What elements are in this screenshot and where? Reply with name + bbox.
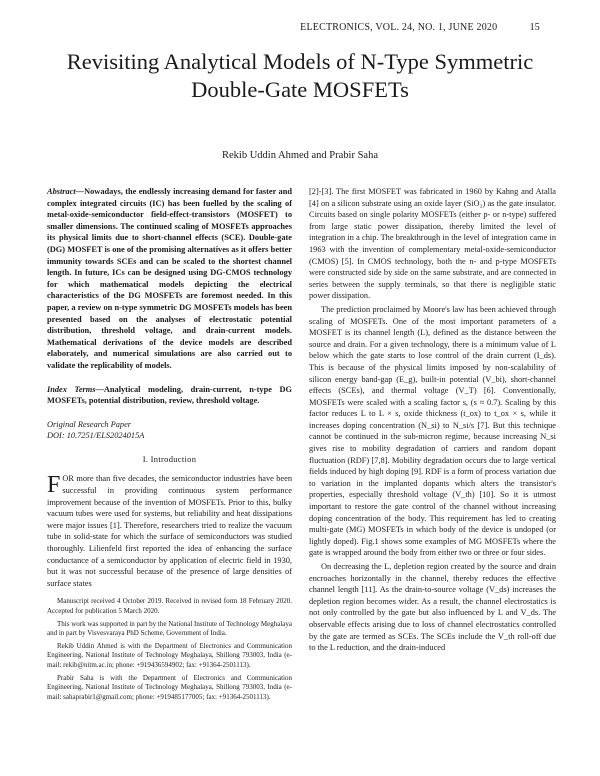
abstract-text: Nowadays, the endlessly increasing demand for faster and complex integrated circuits (IC) has been fuelled by the scaling of metal-oxide-semiconductor field-effect-transistors (MOSFET) to smaller dimensions. The continued scaling of MOSFETs approaches its physical limits due to short-channel effects (SCE). Double-gate (DG) MOSFET is one of the promising alternatives as it offers better immunity towards SCEs and can be scaled to the shortest channel length. In future, ICs can be designed using DG-CMOS technology for which mathematical models depicting the electrical characteristics of the DG MOSFETs are foremost needed. In this paper, a review on n-type symmetric DG MOSFETs models has been presented based on the analyses of electrostatic potential distribution, threshold voltage, and drain-current models. Mathematical derivations of the device models are described elaborately, and numerical simulations are also carried out to validate the replicability of models. bbox=[47, 187, 292, 370]
abstract-label: Abstract— bbox=[47, 187, 85, 196]
authors: Rekib Uddin Ahmed and Prabir Saha bbox=[221, 150, 379, 161]
footnote: This work was supported in part by the National Institute of Technology Meghalaya and in part by Visvesvaraya PhD Scheme, Government of India. bbox=[47, 619, 292, 638]
body-paragraph: [2]-[3]. The first MOSFET was fabricated in 1960 by Kahng and Atalla [4] on a silicon substrate using an oxide layer (SiO₂) as the gate insulator. Circuits based on single polarity MOSFETs (either p- or n-type) suffered from large static power dissipation, thereby limited the level of integration in a chip. The breakthrough in the level of integration came in 1963 with the invention of complementary metal-oxide-semiconductor (CMOS) [5]. In CMOS technology, both the n- and p-type MOSFETs were constructed side by side on the same substrate, and are connected in series between the supply terminals, so that there is negligible static power dissipation. bbox=[309, 187, 556, 301]
paper-title: Revisiting Analytical Models of N-Type Symmetric Double-Gate MOSFETs bbox=[66, 49, 534, 102]
footnote: Prabir Saha is with the Department of Electronics and Communication Engineering, National Institute of Technology Meghalaya, Shillong 793003, India (e-mail: sahaprabir1@gmail.com; phone: +919485177005; fax: +91364-2501113). bbox=[47, 673, 292, 701]
footnotes bbox=[47, 597, 292, 702]
intro-paragraph bbox=[47, 473, 292, 589]
index-terms-text: —Analytical modeling, drain-current, n-type DG MOSFETs, potential distribution, review, threshold voltage. bbox=[47, 384, 292, 406]
body-paragraph: The prediction proclaimed by Moore's law has been achieved through scaling of MOSFETs. One of the most important parameters of a MOSFET is its channel length (L), defined as the distance between the source and drain. For a given technology, there is a minimum value of L below which the gate starts to lose control of the drain current (I_ds). This is because of the physical limits imposed by non-scalability of silicon energy band-gap (E_g), built-in potential (V_bi), short-channel effects (SCEs), and thermal voltage (V_T) [6]. Conventionally, MOSFETs were scaled with a scaling factor s, (s ≈ 0.7). Scaling by this factor reduces L to L × s, oxide thickness (t_ox) to t_ox × s, while it increases doping concentration (N_si) to N_si/s [7]. But this technique cannot be continued in the sub-micron regime, because increasing N_si gives rise to mobility degradation of carriers and random dopant fluctuation (RDF) [7,8]. Mobility degradation occurs due to large vertical fields induced by high doping [9]. RDF is a form of process variation due to variation in the implanted dopants which alters the transistor's properties, especially threshold voltage (V_th) [10]. So it is utmost important to restore the gate control of the channel without increasing doping concentration of the body. This requirement has led to creating multi-gate (MG) MOSFETs in which body of the device is undoped (or lightly doped). Fig.1 shows some examples of MG MOSFETs where the gate is wrapped around the body from either two or three or four sides. bbox=[309, 304, 556, 558]
paper-meta bbox=[47, 419, 292, 442]
body-paragraph: On decreasing the L, depletion region created by the source and drain encroaches horizontally in the channel, thereby reduces the effective channel length [11]. As the drain-to-source voltage (V_ds) increases the depletion region becomes wider. As a result, the channel electrostatics is not only controlled by the gate but also influenced by L and V_ds. The observable effects arising due to loss of channel electrostatics controlled by the gate are termed as SCEs. The SCEs include the V_th roll-off due to the L reduction, and the drain-induced bbox=[309, 562, 556, 653]
doi: DOI: 10.7251/ELS2024015A bbox=[47, 431, 145, 441]
journal-info: ELECTRONICS, VOL. 24, NO. 1, JUNE 2020 bbox=[300, 22, 498, 33]
abstract bbox=[47, 186, 292, 372]
page-number: 15 bbox=[529, 22, 540, 33]
section-heading: I. Introduction bbox=[142, 453, 197, 464]
footnote: Manuscript received 4 October 2019. Received in revised form 18 February 2020. Accepted for publication 5 March 2020. bbox=[47, 597, 292, 615]
footnote: Rekib Uddin Ahmed is with the Department of Electronics and Communication Engineering, National Institute of Technology Meghalaya, Shillong 793003, India (e-mail: rekib@nitm.ac.in; phone: +919436594902; fax: +91364-2501113). bbox=[47, 641, 292, 669]
right-column bbox=[309, 186, 556, 654]
index-terms-label: Index Terms bbox=[47, 384, 96, 394]
running-header bbox=[200, 22, 540, 33]
intro-text: OR more than five decades, the semiconductor industries have been successful in providing continuous system performance improvement because of the invention of MOSFETs. Prior to this, bulky vacuum tubes were used for systems, but reliability and heat dissipations were major issues [1]. Therefore, researchers tried to realize the vacuum tube in solid-state for which the surface of semiconductors was studied thoroughly. Lilienfeld first reported the idea of enhancing the surface conductance of a semiconductor by application of electric field in 1930, but it was not successful because of the presence of large densities of surface states bbox=[47, 474, 292, 588]
index-terms bbox=[47, 384, 292, 407]
left-column bbox=[47, 186, 292, 705]
paper-type: Original Research Paper bbox=[47, 419, 132, 429]
drop-cap: F bbox=[47, 472, 61, 499]
